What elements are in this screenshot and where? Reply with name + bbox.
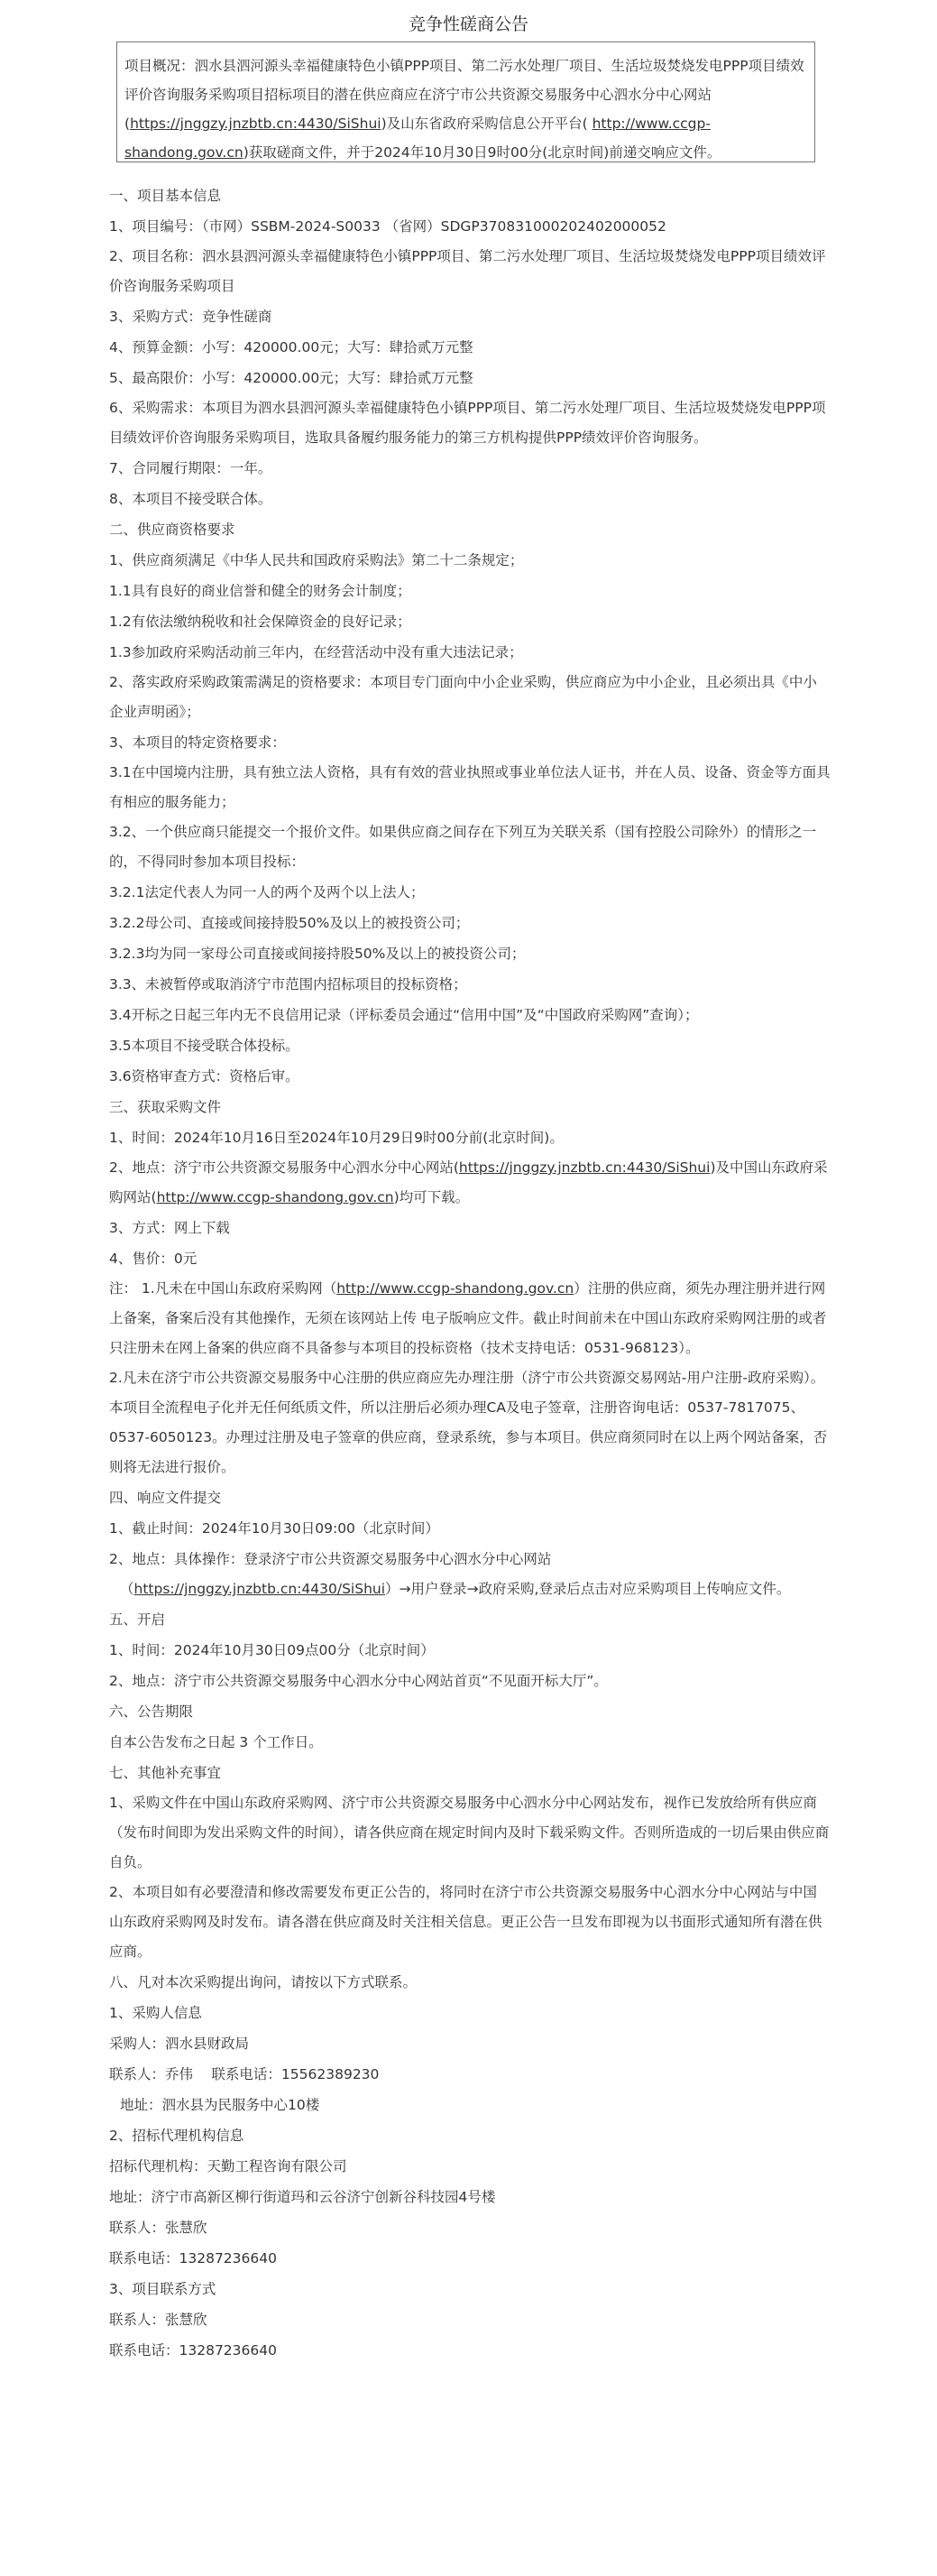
buyer-address: 地址：泗水县为民服务中心10楼 <box>120 2097 320 2113</box>
notice-period: 自本公告发布之日起 3 个工作日。 <box>109 1734 323 1750</box>
no-consortium: 8、本项目不接受联合体。 <box>109 491 272 507</box>
agency-contact: 联系人：张慧欣 <box>109 2220 207 2236</box>
requirement-item: 1.1具有良好的商业信誉和健全的财务会计制度； <box>109 583 411 599</box>
agency-address: 地址：济宁市高新区柳行街道玛和云谷济宁创新谷科技园4号楼 <box>109 2189 496 2205</box>
requirement-item: 3.2.3均为同一家母公司直接或间接持股50%及以上的被投资公司； <box>109 946 526 962</box>
obtain-time: 1、时间：2024年10月16日至2024年10月29日9时00分前(北京时间)。 <box>109 1130 564 1146</box>
section-heading: 六、公告期限 <box>109 1703 194 1720</box>
submit-location-detail <box>109 1574 831 1604</box>
opening-location: 2、地点：济宁市公共资源交易服务中心泗水分中心网站首页“不见面开标大厅”。 <box>109 1673 608 1689</box>
agency-name: 招标代理机构：天勤工程咨询有限公司 <box>109 2158 347 2174</box>
requirement-item: 3.3、未被暂停或取消济宁市范围内招标项目的投标资格； <box>109 976 467 993</box>
section-heading: 八、凡对本次采购提出询问，请按以下方式联系。 <box>109 1974 418 1990</box>
requirement-item: 3.2.2母公司、直接或间接持股50%及以上的被投资公司； <box>109 915 470 931</box>
requirement-item: 1、供应商须满足《中华人民共和国政府采购法》第二十二条规定； <box>109 552 524 568</box>
obtain-location <box>109 1153 831 1213</box>
overview-text: 项目概况：泗水县泗河源头幸福健康特色小镇PPP项目、第二污水处理厂项目、生活垃圾焚烧发电PPP项目绩效评价咨询服务采购项目招标项目的潜在供应商应在济宁市公共资源交易服务中心泗水分中心网站( <box>124 58 804 132</box>
contact-subheading: 2、招标代理机构信息 <box>109 2128 244 2144</box>
project-name: 2、项目名称：泗水县泗河源头幸福健康特色小镇PPP项目、第二污水处理厂项目、生活垃圾焚烧发电PPP项目绩效评价咨询服务采购项目 <box>109 248 826 294</box>
max-price: 5、最高限价：小写：420000.00元；大写：肆拾贰万元整 <box>109 370 473 386</box>
buyer-contact: 联系人：乔伟 联系电话：15562389230 <box>109 2066 380 2082</box>
note-1 <box>109 1274 831 1363</box>
note-text: 注： 1.凡未在中国山东政府采购网（ <box>109 1280 337 1297</box>
contact-subheading: 1、采购人信息 <box>109 2005 202 2021</box>
obtain-location-text: 2、地点：济宁市公共资源交易服务中心泗水分中心网站( <box>109 1159 459 1176</box>
requirement-item: 3.6资格审查方式：资格后审。 <box>109 1068 299 1085</box>
procurement-requirement: 6、采购需求：本项目为泗水县泗河源头幸福健康特色小镇PPP项目、第二污水处理厂项目、生活垃圾焚烧发电PPP项目绩效评价咨询服务采购项目，选取具备履约服务能力的第三方机构提供PPP绩效评价咨询服务。 <box>109 400 826 446</box>
ccgp-link[interactable]: http://www.ccgp-shandong.gov.cn <box>336 1280 574 1297</box>
ccgp-link[interactable]: http://www.ccgp-shandong.gov.cn <box>156 1189 394 1205</box>
section-heading: 五、开启 <box>109 1611 166 1628</box>
section-heading: 一、项目基本信息 <box>109 188 222 204</box>
budget-amount: 4、预算金额：小写：420000.00元；大写：肆拾贰万元整 <box>109 339 473 355</box>
requirement-item: 3.5本项目不接受联合体投标。 <box>109 1038 299 1054</box>
section-heading: 二、供应商资格要求 <box>109 522 235 538</box>
agency-phone: 联系电话：13287236640 <box>109 2250 277 2267</box>
buyer-name: 采购人：泗水县财政局 <box>109 2036 250 2052</box>
note-text: ）注册的供应商，须先办理注册并进行网上备案，备案后没有其他操作，无须在该网站上传 电子版响应文件。截止时间前未在中国山东政府采购网注册的或者只注册未在网上备案的供应商不具备参与本项目的投标资格（技术支持电话：0531-968123）。 <box>109 1280 827 1356</box>
obtain-method: 3、方式：网上下载 <box>109 1220 230 1236</box>
requirement-item: 3.2.1法定代表人为同一人的两个及两个以上法人； <box>109 884 425 900</box>
project-contact: 联系人：张慧欣 <box>109 2312 207 2328</box>
supplement-item: 1、采购文件在中国山东政府采购网、济宁市公共资源交易服务中心泗水分中心网站发布，视作已发放给所有供应商（发布时间即为发出采购文件的时间），请各供应商在规定时间内及时下载采购文件。否则所造成的一切后果由供应商自负。 <box>109 1795 830 1870</box>
requirement-item: 2、落实政府采购政策需满足的资格要求：本项目专门面向中小企业采购，供应商应为中小企业，且必须出具《中小企业声明函》； <box>109 674 817 720</box>
requirement-item: 3.4开标之日起三年内无不良信用记录（评标委员会通过“信用中国”及“中国政府采购网”查询）； <box>109 1007 699 1023</box>
section-heading: 四、响应文件提交 <box>109 1490 222 1506</box>
opening-time: 1、时间：2024年10月30日09点00分（北京时间） <box>109 1642 435 1658</box>
contact-subheading: 3、项目联系方式 <box>109 2281 216 2297</box>
requirement-item: 1.3参加政府采购活动前三年内，在经营活动中没有重大违法记录； <box>109 644 523 660</box>
obtain-location-text: )及中国山东政府采购网站( <box>109 1159 828 1205</box>
requirement-item: 3、本项目的特定资格要求： <box>109 734 286 751</box>
jnggzy-link[interactable]: https://jnggzy.jnzbtb.cn:4430/SiShui <box>130 115 381 132</box>
ccgp-link[interactable]: http://www.ccgp-shandong.gov.cn <box>124 115 711 161</box>
submit-text: （ <box>120 1581 134 1597</box>
section-heading: 七、其他补充事宜 <box>109 1765 222 1781</box>
requirement-item: 3.1在中国境内注册，具有独立法人资格，具有有效的营业执照或事业单位法人证书，并在人员、设备、资金等方面具有相应的服务能力； <box>109 764 831 810</box>
requirement-item: 1.2有依法缴纳税收和社会保障资金的良好记录； <box>109 614 411 630</box>
obtain-location-text: )均可下载。 <box>393 1189 470 1205</box>
section-heading: 三、获取采购文件 <box>109 1099 222 1115</box>
note-2: 2.凡未在济宁市公共资源交易服务中心注册的供应商应先办理注册（济宁市公共资源交易网站-用户注册-政府采购）。本项目全流程电子化并无任何纸质文件，所以注册后必须办理CA及电子签章，注册咨询电话：0537-7817075、0537-6050123。办理过注册及电子签章的供应商，登录系统，参与本项目。供应商须同时在以上两个网站备案，否则将无法进行报价。 <box>109 1370 828 1475</box>
project-number: 1、项目编号：（市网）SSBM-2024-S0033 （省网）SDGP370831000202402000052 <box>109 218 666 235</box>
submit-location: 2、地点：具体操作：登录济宁市公共资源交易服务中心泗水分中心网站 <box>109 1551 552 1567</box>
project-phone: 联系电话：13287236640 <box>109 2342 277 2359</box>
overview-text: )获取磋商文件，并于2024年10月30日9时00分(北京时间)前递交响应文件。 <box>243 144 721 161</box>
project-overview-box <box>116 42 815 162</box>
contract-period: 7、合同履行期限：一年。 <box>109 460 272 476</box>
submit-deadline: 1、截止时间：2024年10月30日09:00（北京时间） <box>109 1520 439 1537</box>
supplement-item: 2、本项目如有必要澄清和修改需要发布更正公告的，将同时在济宁市公共资源交易服务中心泗水分中心网站与中国山东政府采购网及时发布。请各潜在供应商及时关注相关信息。更正公告一旦发布即视为以书面形式通知所有潜在供应商。 <box>109 1884 822 1960</box>
requirement-item: 3.2、一个供应商只能提交一个报价文件。如果供应商之间存在下列互为关联关系（国有控股公司除外）的情形之一的，不得同时参加本项目投标： <box>109 824 817 870</box>
overview-text: )及山东省政府采购信息公开平台( <box>381 115 593 132</box>
announcement-body <box>109 180 831 2366</box>
obtain-price: 4、售价：0元 <box>109 1251 198 1267</box>
jnggzy-link[interactable]: https://jnggzy.jnzbtb.cn:4430/SiShui <box>458 1159 711 1176</box>
procurement-method: 3、采购方式：竞争性磋商 <box>109 309 272 325</box>
jnggzy-link[interactable]: https://jnggzy.jnzbtb.cn:4430/SiShui <box>133 1581 386 1597</box>
page-title: 竞争性磋商公告 <box>408 14 528 34</box>
submit-text: ）→用户登录→政府采购,登录后点击对应采购项目上传响应文件。 <box>385 1581 791 1597</box>
